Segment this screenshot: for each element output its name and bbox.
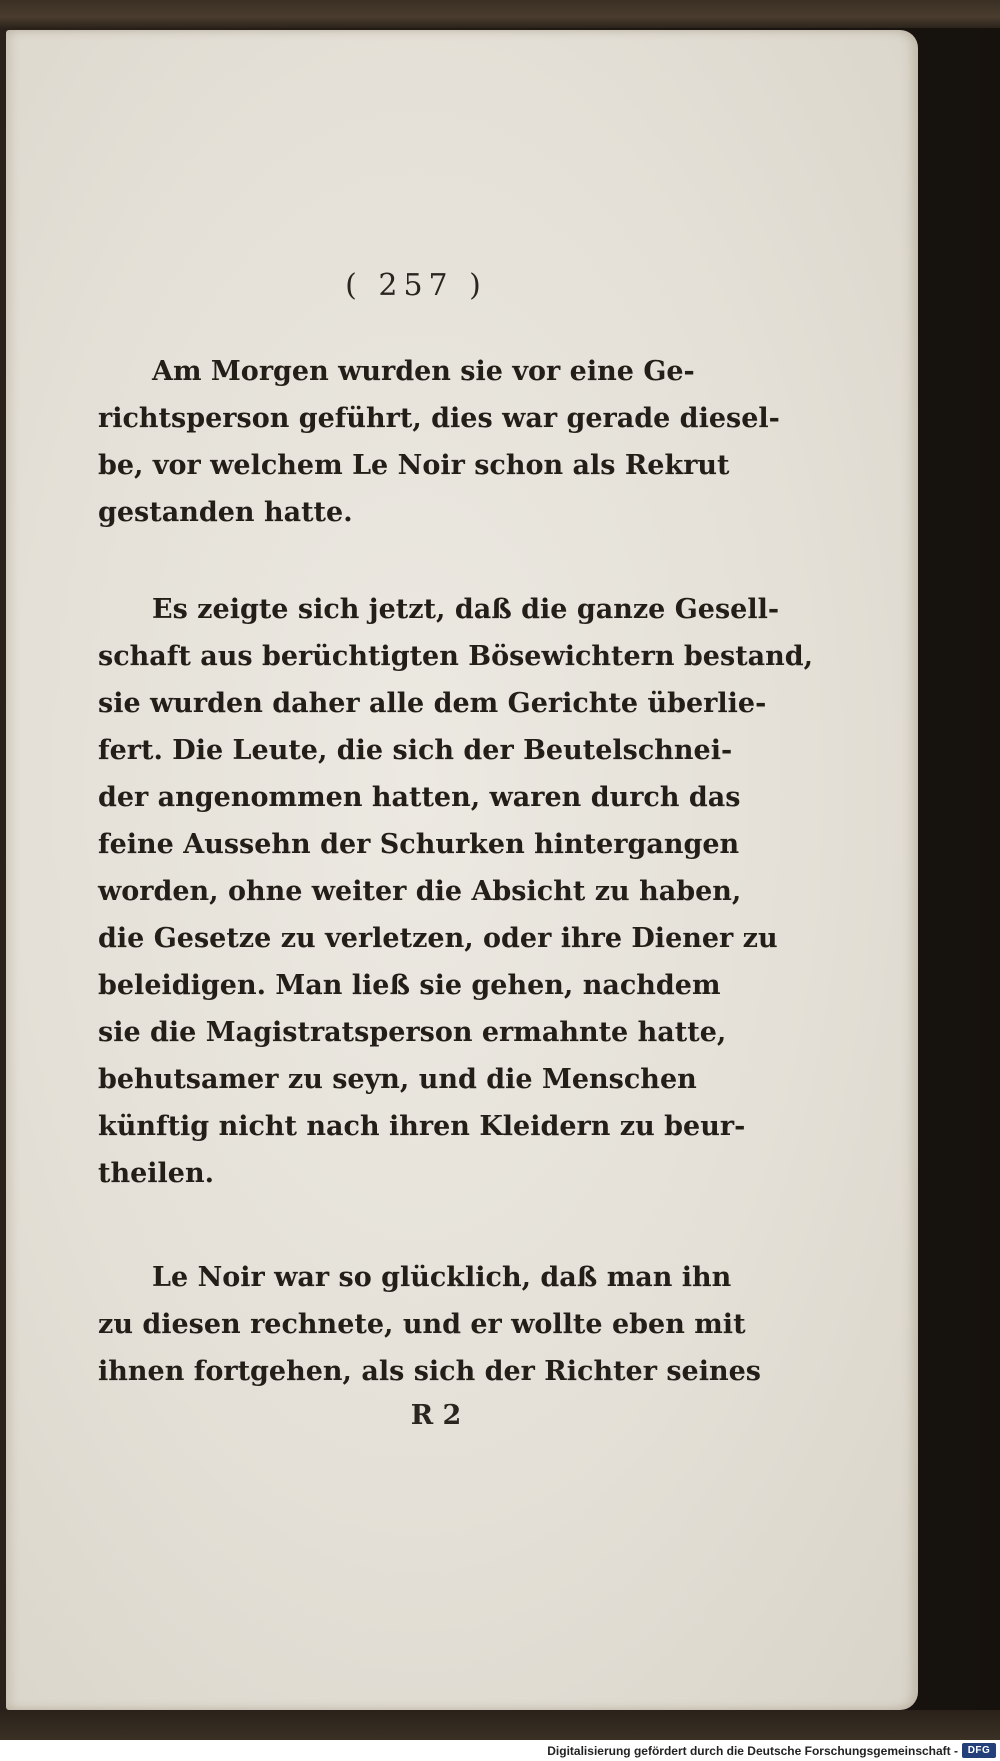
text-line: Es zeigte sich jetzt, daß die ganze Gesell- [152, 594, 780, 625]
text-line: sie die Magistratsperson ermahnte hatte, [98, 1017, 727, 1048]
text-line: beleidigen. Man ließ sie gehen, nachdem [98, 970, 721, 1001]
paragraph-2 [98, 586, 814, 1197]
book-bottom-edge [0, 1710, 1000, 1740]
paragraph-3 [98, 1254, 761, 1395]
credit-bar [0, 1740, 1000, 1761]
text-line: worden, ohne weiter die Absicht zu haben, [98, 876, 742, 907]
text-line: theilen. [98, 1158, 215, 1189]
text-line: feine Aussehn der Schurken hintergangen [98, 829, 740, 860]
text-line: gestanden hatte. [98, 497, 353, 528]
paragraph-1 [98, 348, 780, 536]
text-line: die Gesetze zu verletzen, oder ihre Diener zu [98, 923, 778, 954]
text-line: behutsamer zu seyn, und die Menschen [98, 1064, 697, 1095]
sheet-signature: R 2 [410, 1400, 462, 1431]
text-line: fert. Die Leute, die sich der Beutelschnei- [98, 735, 733, 766]
text-line: schaft aus berüchtigten Bösewichtern bestand, [98, 641, 814, 672]
book-page [6, 30, 918, 1710]
text-line: der angenommen hatten, waren durch das [98, 782, 741, 813]
text-line: ihnen fortgehen, als sich der Richter seines [98, 1356, 761, 1387]
text-line: künftig nicht nach ihren Kleidern zu beur- [98, 1111, 746, 1142]
credit-text: Digitalisierung gefördert durch die Deutsche Forschungsgemeinschaft - [547, 1744, 958, 1758]
text-line: Am Morgen wurden sie vor eine Ge- [152, 356, 695, 387]
text-line: Le Noir war so glücklich, daß man ihn [152, 1262, 732, 1293]
page-number: ( 257 ) [345, 268, 487, 303]
text-line: richtsperson geführt, dies war gerade diesel- [98, 403, 780, 434]
text-line: be, vor welchem Le Noir schon als Rekrut [98, 450, 730, 481]
text-line: zu diesen rechnete, und er wollte eben mit [98, 1309, 746, 1340]
dfg-logo: DFG [962, 1743, 996, 1758]
text-line: sie wurden daher alle dem Gerichte überlie- [98, 688, 767, 719]
book-top-edge [0, 0, 1000, 28]
